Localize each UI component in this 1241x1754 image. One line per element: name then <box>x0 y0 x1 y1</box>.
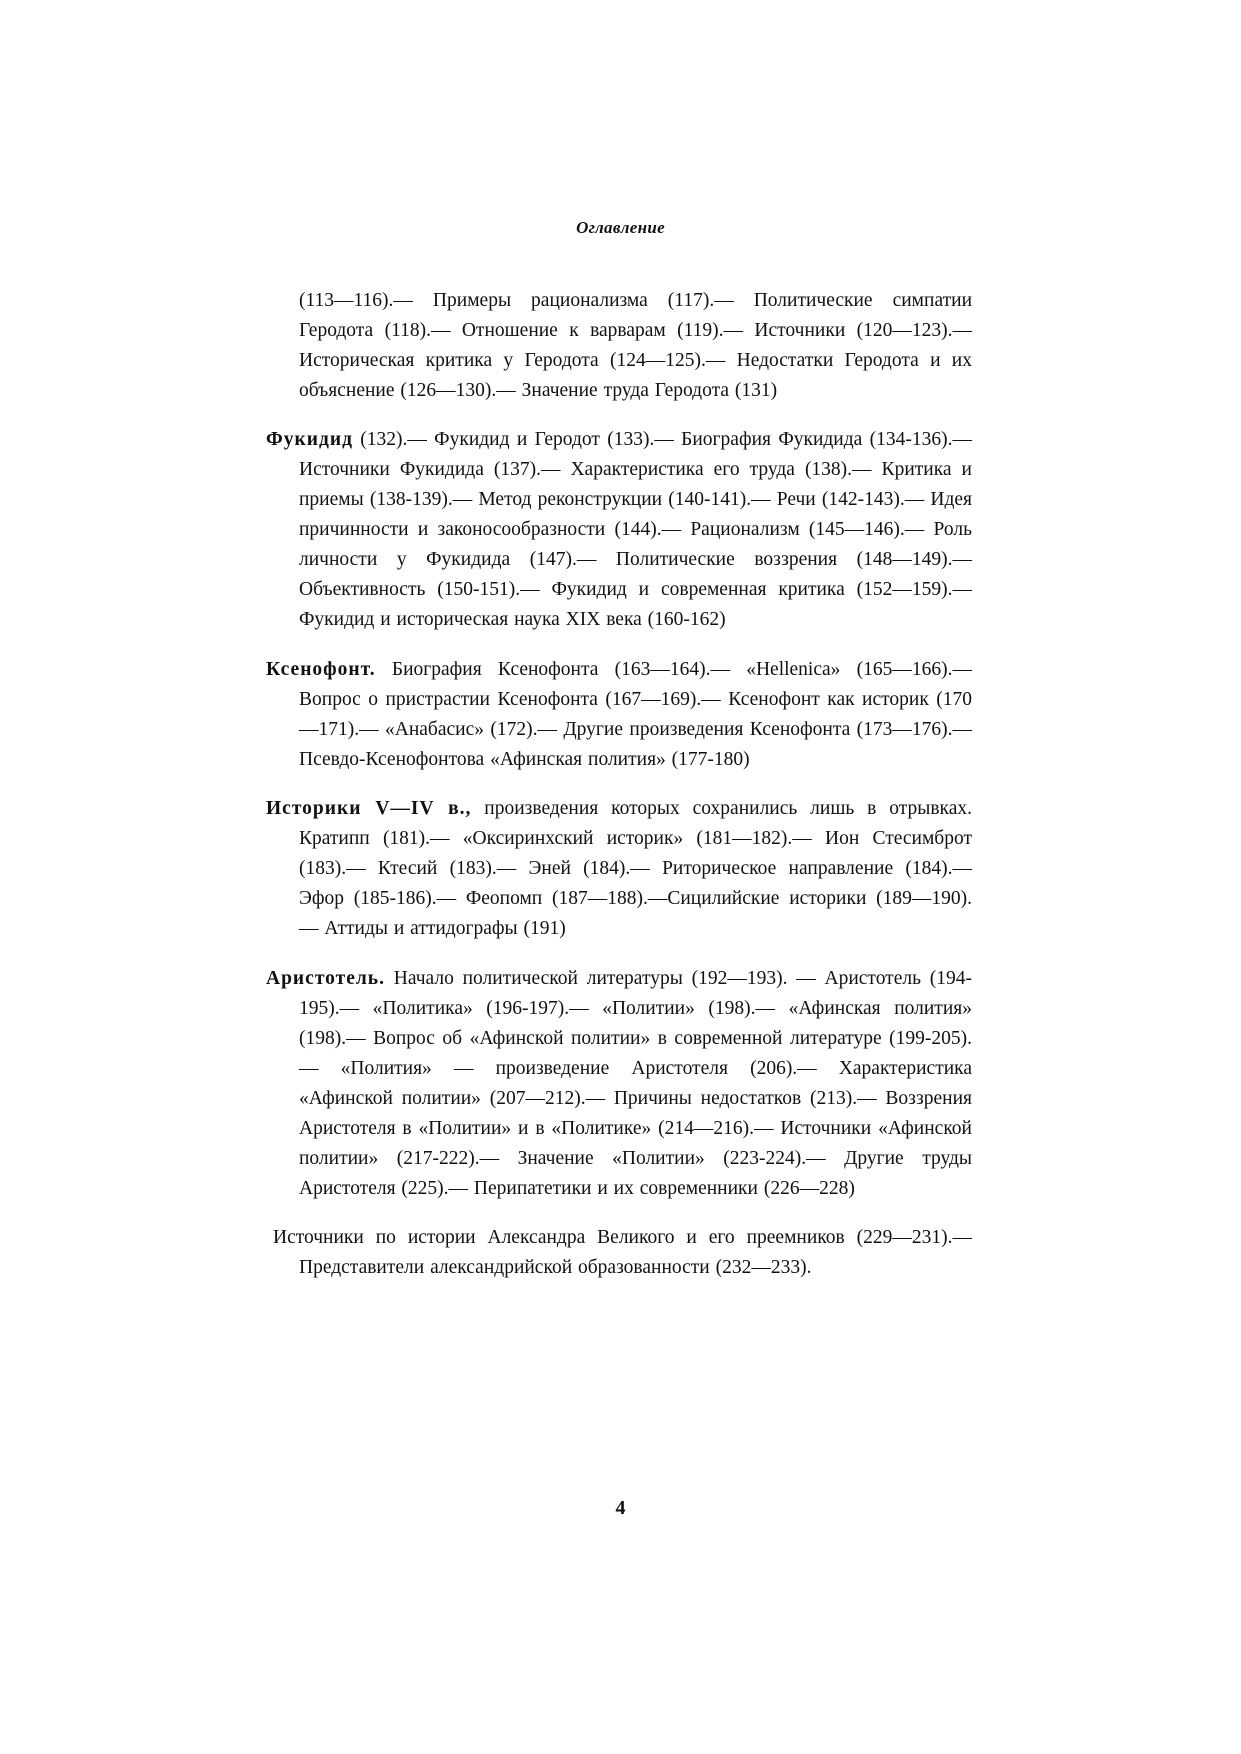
toc-entry-text: Биография Ксенофонта (163—164).— «Hellenica» (165—166).— Вопрос о пристрастии Ксенофонта (167—169).— Ксенофонт как историк (170—171).— «Анабасис» (172).— Другие произведения Ксенофонта (173—176).— Псевдо-Ксенофонтова «Афинская полития» (177-180) <box>299 658 972 770</box>
toc-entry-heading: Ксенофонт. <box>266 658 376 680</box>
toc-entry-thucydides <box>266 425 972 635</box>
toc-entry-xenophon <box>266 655 972 775</box>
toc-entry-text: (113—116).— Примеры рационализма (117).— Политические симпатии Геродота (118).— Отношение к варварам (119).— Источники (120—123).— Историческая критика у Геродота (124—125).— Недостатки Геродота и их объяснение (126—130).— Значение труда Геродота (131) <box>299 289 972 401</box>
toc-entry-herodotus-continued <box>266 286 972 406</box>
toc-entry-historians-v-iv <box>266 794 972 944</box>
table-of-contents <box>266 266 972 1299</box>
toc-entry-heading: Фукидид <box>266 429 353 450</box>
toc-entry-text: произведения которых сохранились лишь в отрывках. Кратипп (181).— «Оксиринхский историк» (181—182).— Ион Стесимброт (183).— Ктесий (183).— Эней (184).— Риторическое направление (184).— Эфор (185-186).— Феопомп (187—188).—Сицилийские историки (189—190).— Аттиды и аттидографы (191) <box>299 798 972 939</box>
page-header: Оглавление <box>576 218 665 237</box>
page-number: 4 <box>615 1497 626 1519</box>
toc-entry-heading: Историки V—IV в., <box>266 798 472 819</box>
toc-entry-alexander-sources <box>266 1223 972 1283</box>
toc-entry-text: Источники по истории Александра Великого и его преемников (229—231).—Представители александрийской образованности (232—233). <box>273 1227 972 1278</box>
toc-entry-heading: Аристотель. <box>266 967 385 989</box>
toc-entry-text: Начало политической литературы (192—193). — Аристотель (194-195).— «Политика» (196-197).— «Политии» (198).— «Афинская полития» (198).— Вопрос об «Афинской политии» в современной литературе (199-205).— «Полития» — произведение Аристотеля (206).— Характеристика «Афинской политии» (207—212).— Причины недостатков (213).— Воззрения Аристотеля в «Политии» и в «Политике» (214—216).— Источники «Афинской политии» (217-222).— Значение «Политии» (223-224).— Другие труды Аристотеля (225).— Перипатетики и их современники (226—228) <box>299 967 972 1199</box>
toc-entry-aristotle <box>266 964 972 1204</box>
toc-entry-text: (132).— Фукидид и Геродот (133).— Биография Фукидида (134-136).— Источники Фукидида (137).— Характеристика его труда (138).— Критика и приемы (138-139).— Метод реконструкции (140-141).— Речи (142-143).— Идея причинности и законосообразности (144).— Рационализм (145—146).— Роль личности у Фукидида (147).— Политические воззрения (148—149).— Объективность (150-151).— Фукидид и современная критика (152—159).— Фукидид и историческая наука XIX века (160-162) <box>299 429 972 630</box>
